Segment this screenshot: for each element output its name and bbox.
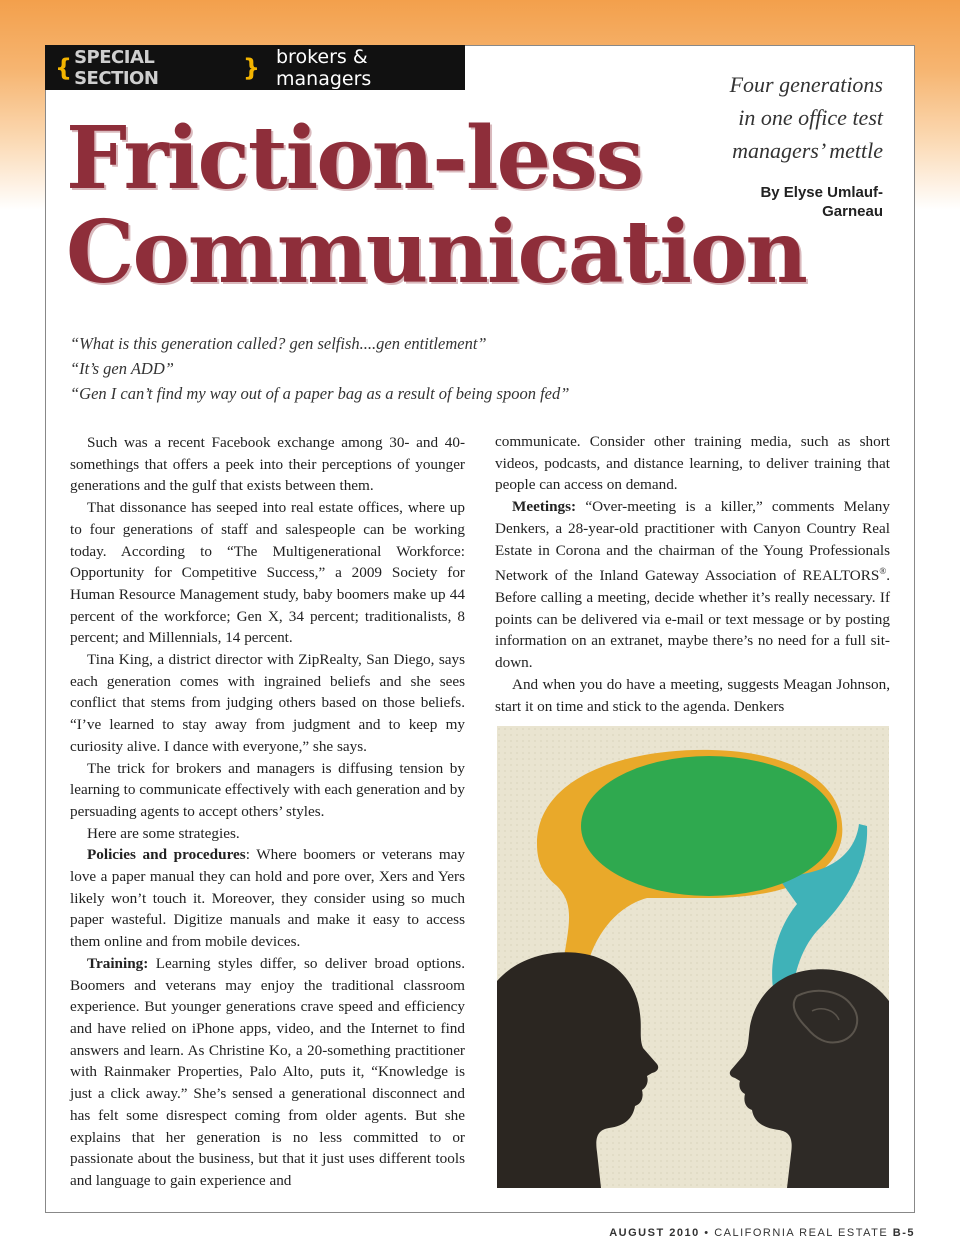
paragraph-text: Learning styles differ, so deliver broad options. Boomers and veterans may enjoy the traditional classroom experience. But younger generations crave speed and efficiency and have relied on iPhone apps, video, and the Internet to find answers and learn. As Christine Ko, a 20-something practitioner with Rainmaker Properties, Palo Alto, puts it, “Knowledge is just a click away.” She’s sensed a generational disconnect and has felt some disrespect coming from older agents. But she explains that her generation is no less committed to or passionate about the business, but that it just uses different tools and language to gain experience and [70,954,465,1189]
paragraph: communicate. Consider other training media, such as short videos, podcasts, and distance learning, to deliver training that people can access on demand. [495,433,890,494]
brace-close: } [242,53,260,82]
deck-line: managers’ mettle [732,138,883,163]
quote-line: “What is this generation called? gen selfish....gen entitlement” [70,334,487,353]
illustration-speech-bubbles [497,726,889,1188]
quote-line: “Gen I can’t find my way out of a paper bag as a result of being spoon fed” [70,384,570,403]
paragraph: The trick for brokers and managers is diffusing tension by learning to communicate effectively with each generation and by persuading agents to accept others’ styles. [70,759,465,820]
byline-line-1: By Elyse Umlauf- [760,184,883,201]
paragraph-text: “Over-meeting is a killer,” comments Melany Denkers, a 28-year-old practitioner with Canyon Country Real Estate in Corona and the chairman of the Young Professionals Network of the Inland Gateway Association of REALTORS [495,498,890,585]
paragraph-text: . Before calling a meeting, decide whether it’s really necessary. If points can be delivered via e-mail or text message or by posting information on an extranet, maybe there’s no need for a full sit-down. [495,567,890,672]
deck-line: Four generations [729,72,883,97]
footer-publication: CALIFORNIA REAL ESTATE [714,1227,889,1239]
title-line-2: Communication [66,202,806,303]
paragraph: And when you do have a meeting, suggests Meagan Johnson, start it on time and stick to the agenda. Denkers [495,675,890,715]
footer-page-number: B-5 [892,1227,915,1239]
special-section-label: SPECIAL SECTION [74,46,159,89]
body-column-right [495,431,890,717]
body-column-left [70,432,465,1192]
paragraph: Here are some strategies. [87,824,240,842]
paragraph: Such was a recent Facebook exchange among 30- and 40-somethings that offers a peek into their perceptions of younger generations and the gulf that exists between them. [70,434,465,495]
paragraph-meetings [495,496,890,674]
registered-mark: ® [879,566,887,577]
paragraph-text: : Where boomers or veterans may love a paper manual they can hold and pore over, Xers and Yers likely won’t touch it. Moreover, they consider using so much paper wasteful. Digitize manuals and make it easy to access them online and from mobile devices. [70,846,465,951]
paragraph-training [70,953,465,1192]
title-line-1: Friction-less [66,108,643,209]
paragraph-policies [70,844,465,953]
subhead-policies: Policies and procedures [87,846,246,864]
paragraph: That dissonance has seeped into real estate offices, where up to four generations of staff and salespeople can be working today. According to “The Multigenerational Workforce: Opportunity for Competitive Success,” a 2009 Society for Human Resource Management study, baby boomers make up 44 percent of the workforce; Gen X, 34 percent; traditionalists, 8 percent; and Millennials, 14 percent. [70,499,465,647]
illustration-svg [497,726,889,1188]
brace-open: { [55,53,73,82]
green-speech-bubble [581,756,837,896]
quote-line: “It’s gen ADD” [70,359,174,378]
section-name: brokers & managers [276,45,372,90]
paragraph: Tina King, a district director with ZipRealty, San Diego, says each generation comes with ingrained beliefs and she sees conflict that stems from judging others based on those beliefs. “I’ve learned to stay away from judgment and to keep my curiosity alive. I dance with everyone,” she says. [70,651,465,755]
deck-line: in one office test [738,105,883,130]
footer-separator: • [704,1227,710,1239]
byline-line-2: Garneau [822,203,883,220]
byline [713,183,883,221]
footer-issue: AUGUST 2010 [609,1227,700,1239]
pull-quotes [70,331,890,406]
page-footer [609,1227,915,1239]
subhead-meetings: Meetings: [512,498,577,516]
section-banner [45,45,465,90]
subhead-training: Training: [87,954,149,972]
article-deck [653,68,883,167]
